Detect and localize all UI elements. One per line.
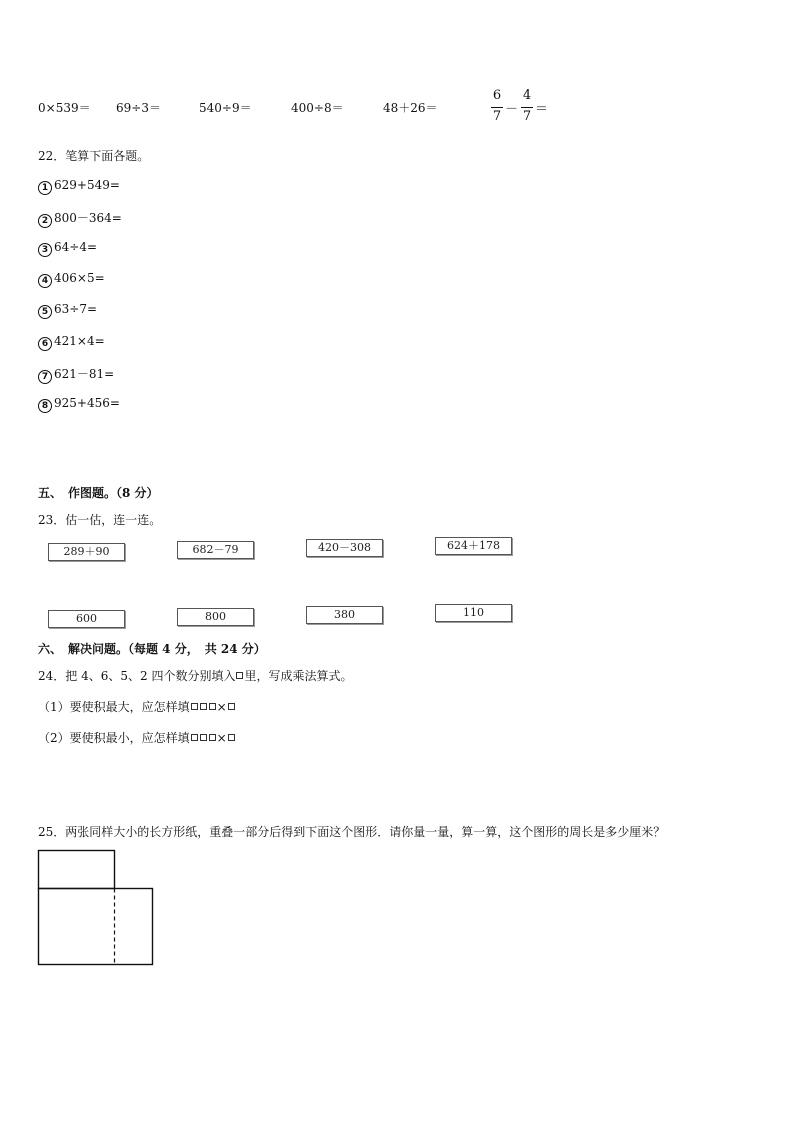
circled-number: 1 [38, 181, 52, 195]
q22-item [38, 334, 105, 351]
rectangle-bottom-part [39, 889, 153, 965]
blank-square-icon[interactable] [228, 734, 235, 741]
oral-calc-5: 48＋26＝ [383, 101, 438, 115]
blank-square-icon[interactable] [209, 734, 216, 741]
q22-expression: 63÷7= [54, 302, 98, 316]
estimate-result-box[interactable]: 380 [306, 606, 383, 624]
fraction-1-bar [491, 107, 503, 108]
q22-item [38, 271, 105, 288]
section-5-heading: 五、 作图题。（8 分） [38, 486, 159, 500]
blank-square-icon[interactable] [228, 703, 235, 710]
q22-item [38, 302, 97, 319]
circled-number: 6 [38, 337, 52, 351]
q24-sub-question-2 [38, 729, 236, 746]
fraction-2-bar [521, 107, 533, 108]
q24-title [38, 667, 352, 684]
q22-expression: 925+456= [54, 396, 120, 410]
q22-expression: 629+549= [54, 178, 120, 192]
blank-square-icon [236, 672, 243, 679]
fraction-2-numerator: 4 [522, 88, 532, 103]
fraction-expression [491, 88, 561, 128]
fraction-1-numerator: 6 [492, 88, 502, 103]
q24-sub-question-1 [38, 698, 236, 715]
blank-square-icon[interactable] [200, 703, 207, 710]
circled-number: 7 [38, 370, 52, 384]
q22-expression: 800－364= [54, 211, 122, 225]
times-sign: × [216, 700, 227, 714]
q25-title: 25．两张同样大小的长方形纸，重叠一部分后得到下面这个图形．请你量一量，算一算，这个图形的周长是多少厘米？ [38, 825, 666, 839]
q22-expression: 421×4= [54, 334, 105, 348]
q22-expression: 64÷4= [54, 240, 98, 254]
estimate-result-box[interactable]: 800 [177, 608, 254, 626]
blank-square-icon[interactable] [191, 734, 198, 741]
minus-sign: － [505, 102, 519, 117]
q22-title: 22．笔算下面各题。 [38, 149, 150, 163]
estimate-expression-box[interactable]: 420－308 [306, 539, 383, 557]
circled-number: 8 [38, 399, 52, 413]
oral-calc-4: 400÷8＝ [291, 101, 344, 115]
q22-expression: 621－81= [54, 367, 115, 381]
oral-calc-1: 0×539＝ [38, 101, 91, 115]
q22-item [38, 209, 122, 228]
fraction-2-denominator: 7 [522, 109, 532, 124]
equals-sign: ＝ [535, 102, 549, 117]
blank-square-icon[interactable] [200, 734, 207, 741]
estimate-result-box[interactable]: 110 [435, 604, 512, 622]
rectangle-top-part [39, 851, 115, 889]
blank-square-icon[interactable] [209, 703, 216, 710]
q22-item [38, 396, 120, 413]
oral-calc-3: 540÷9＝ [199, 101, 252, 115]
q24-sub-text: （1）要使积最大，应怎样填 [38, 700, 190, 714]
section-6-heading: 六、 解决问题。（每题 4 分， 共 24 分） [38, 642, 266, 656]
blank-square-icon[interactable] [191, 703, 198, 710]
q24-title-text: 里，写成乘法算式。 [244, 669, 353, 683]
q24-title-text: 24．把 4、6、5、2 四个数分别填入 [38, 669, 236, 683]
circled-number: 4 [38, 274, 52, 288]
estimate-expression-box[interactable]: 289＋90 [48, 543, 125, 561]
q22-expression: 406×5= [54, 271, 105, 285]
fraction-1-denominator: 7 [492, 109, 502, 124]
times-sign: × [216, 731, 227, 745]
circled-number: 5 [38, 305, 52, 319]
q22-item [38, 240, 97, 257]
q23-title: 23．估一估，连一连。 [38, 513, 162, 527]
q24-sub-text: （2）要使积最小，应怎样填 [38, 731, 190, 745]
circled-number: 3 [38, 243, 52, 257]
estimate-expression-box[interactable]: 624＋178 [435, 537, 512, 555]
estimate-expression-box[interactable]: 682－79 [177, 541, 254, 559]
estimate-result-box[interactable]: 600 [48, 610, 125, 628]
circled-number: 2 [38, 214, 52, 228]
oral-calc-2: 69÷3＝ [116, 101, 161, 115]
q22-item [38, 365, 114, 384]
q22-item [38, 178, 120, 195]
